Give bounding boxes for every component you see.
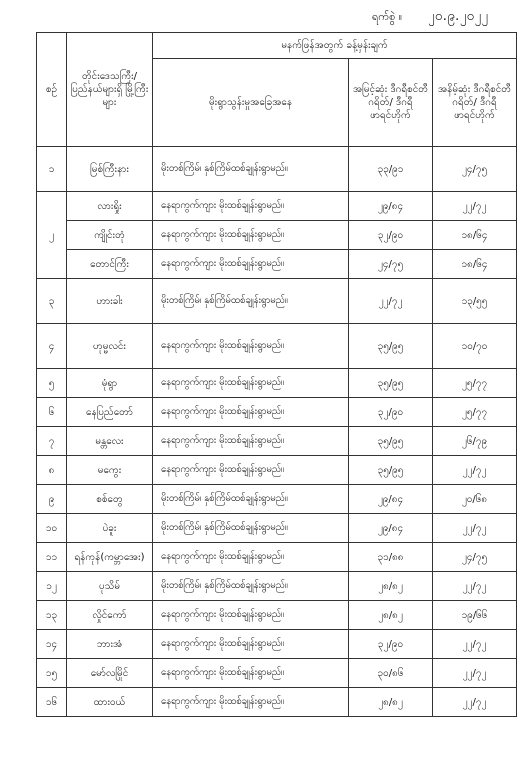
row-number: ၈ xyxy=(37,456,67,485)
row-number: ၇ xyxy=(37,427,67,456)
min-temp: ၁၉/၆၆ xyxy=(433,601,517,630)
table-row xyxy=(37,572,517,601)
min-temp: ၂၆/၇၉ xyxy=(433,427,517,456)
city-name: ထားဝယ် xyxy=(67,688,153,717)
rain-condition: နေရာကွက်ကျား မိုးထစ်ချုန်းရွာမည်။ xyxy=(153,630,349,659)
max-temp: ၂၂/၇၂ xyxy=(349,279,433,324)
min-temp: ၂၂/၇၂ xyxy=(433,572,517,601)
min-temp: ၂၅/၇၇ xyxy=(433,398,517,427)
min-temp: ၂၂/၇၂ xyxy=(433,514,517,543)
max-temp: ၂၈/၈၂ xyxy=(349,688,433,717)
city-name: တောင်ကြီး xyxy=(67,250,153,279)
table-row xyxy=(37,398,517,427)
min-temp: ၁၃/၅၅ xyxy=(433,279,517,324)
table-row xyxy=(37,659,517,688)
min-temp: ၂၂/၇၂ xyxy=(433,630,517,659)
max-temp: ၂၉/၈၄ xyxy=(349,192,433,221)
min-temp: ၁၈/၆၄ xyxy=(433,221,517,250)
rain-condition: နေရာကွက်ကျား မိုးထစ်ချုန်းရွာမည်။ xyxy=(153,659,349,688)
row-number: ၆ xyxy=(37,398,67,427)
max-temp: ၃၀/၈၆ xyxy=(349,659,433,688)
header-city: တိုင်းဒေသကြီး/ ပြည်နယ်များရှိ မြို့ကြီးများ xyxy=(67,33,153,147)
city-name: ပဲခူး xyxy=(67,514,153,543)
row-number: ၉ xyxy=(37,485,67,514)
min-temp: ၂၅/၇၇ xyxy=(433,369,517,398)
row-number: ၁ xyxy=(37,147,67,192)
max-temp: ၂၉/၈၄ xyxy=(349,485,433,514)
date-value: ၂၀.၉.၂၀၂၂ xyxy=(428,9,489,24)
max-temp: ၃၁/၈၈ xyxy=(349,543,433,572)
rain-condition: နေရာကွက်ကျား မိုးထစ်ချုန်းရွာမည်။ xyxy=(153,688,349,717)
row-number: ၃ xyxy=(37,279,67,324)
table-row xyxy=(37,369,517,398)
rain-condition: နေရာကွက်ကျား မိုးထစ်ချုန်းရွာမည်။ xyxy=(153,221,349,250)
city-name: ဟားခါး xyxy=(67,279,153,324)
table-header xyxy=(37,33,517,147)
table-row xyxy=(37,514,517,543)
date-row xyxy=(0,8,526,30)
max-temp: ၃၅/၉၅ xyxy=(349,427,433,456)
rain-condition: နေရာကွက်ကျား မိုးထစ်ချုန်းရွာမည်။ xyxy=(153,250,349,279)
city-name: မန္တလေး xyxy=(67,427,153,456)
row-number: ၂ xyxy=(37,192,67,279)
table-row xyxy=(37,427,517,456)
header-min-temp: အနိမ့်ဆုံး ဒီဂရီစင်တီဂရိတ်/ ဒီဂရီဖာရင်ဟိုက် xyxy=(433,59,517,147)
table-body xyxy=(37,147,517,717)
city-name: လားရှိုး xyxy=(67,192,153,221)
date-label: ရက်စွဲ ။ xyxy=(372,10,403,23)
max-temp: ၃၂/၉၀ xyxy=(349,630,433,659)
min-temp: ၂၂/၇၂ xyxy=(433,456,517,485)
min-temp: ၂၀/၆၈ xyxy=(433,485,517,514)
max-temp: ၃၅/၉၅ xyxy=(349,324,433,369)
rain-condition: နေရာကွက်ကျား မိုးထစ်ချုန်းရွာမည်။ xyxy=(153,369,349,398)
city-name: ပုသိမ် xyxy=(67,572,153,601)
table-row xyxy=(37,630,517,659)
min-temp: ၂၂/၇၂ xyxy=(433,659,517,688)
min-temp: ၁၈/၆၄ xyxy=(433,250,517,279)
city-name: စစ်တွေ xyxy=(67,485,153,514)
row-number: ၁၆ xyxy=(37,688,67,717)
city-name: ကျိုင်းတုံ xyxy=(67,221,153,250)
rain-condition: မိုးတစ်ကြိမ်၊ နှစ်ကြိမ်ထစ်ချုန်းရွာမည်။ xyxy=(153,572,349,601)
city-name: ဟုမ္မလင်း xyxy=(67,324,153,369)
max-temp: ၃၂/၉၀ xyxy=(349,398,433,427)
table-row xyxy=(37,456,517,485)
max-temp: ၃၃/၉၁ xyxy=(349,147,433,192)
city-name: ရန်ကုန်(ကမ္ဘာအေး) xyxy=(67,543,153,572)
min-temp: ၂၂/၇၂ xyxy=(433,192,517,221)
rain-condition: မိုးတစ်ကြိမ်၊ နှစ်ကြိမ်ထစ်ချုန်းရွာမည်။ xyxy=(153,485,349,514)
city-name: ဘားအံ xyxy=(67,630,153,659)
city-name: မကွေး xyxy=(67,456,153,485)
city-name: လှိုင်ကော် xyxy=(67,601,153,630)
max-temp: ၂၉/၈၄ xyxy=(349,514,433,543)
max-temp: ၃၂/၉၀ xyxy=(349,221,433,250)
city-name: မော်လမြိုင် xyxy=(67,659,153,688)
table-row xyxy=(37,250,517,279)
max-temp: ၃၅/၉၅ xyxy=(349,369,433,398)
row-number: ၄ xyxy=(37,324,67,369)
table-row xyxy=(37,279,517,324)
row-number: ၁၅ xyxy=(37,659,67,688)
rain-condition: နေရာကွက်ကျား မိုးထစ်ချုန်းရွာမည်။ xyxy=(153,192,349,221)
rain-condition: နေရာကွက်ကျား မိုးထစ်ချုန်းရွာမည်။ xyxy=(153,456,349,485)
header-no: စဉ် xyxy=(37,33,67,147)
table-row xyxy=(37,543,517,572)
row-number: ၁၁ xyxy=(37,543,67,572)
table-row xyxy=(37,192,517,221)
rain-condition: မိုးတစ်ကြိမ်၊ နှစ်ကြိမ်ထစ်ချုန်းရွာမည်။ xyxy=(153,279,349,324)
table-row xyxy=(37,221,517,250)
max-temp: ၃၅/၉၅ xyxy=(349,456,433,485)
min-temp: ၂၄/၇၅ xyxy=(433,147,517,192)
table-row xyxy=(37,324,517,369)
row-number: ၁၀ xyxy=(37,514,67,543)
rain-condition: မိုးတစ်ကြိမ်၊ နှစ်ကြိမ်ထစ်ချုန်းရွာမည်။ xyxy=(153,514,349,543)
min-temp: ၁၀/၇၀ xyxy=(433,324,517,369)
header-condition: မိုးရွာသွန်းမှုအခြေအနေ xyxy=(153,59,349,147)
city-name: နေပြည်တော် xyxy=(67,398,153,427)
row-number: ၁၃ xyxy=(37,601,67,630)
row-number: ၁၂ xyxy=(37,572,67,601)
city-name: မုံရွာ xyxy=(67,369,153,398)
max-temp: ၂၈/၈၂ xyxy=(349,572,433,601)
table-row xyxy=(37,485,517,514)
rain-condition: နေရာကွက်ကျား မိုးထစ်ချုန်းရွာမည်။ xyxy=(153,543,349,572)
city-name: မြစ်ကြီးနား xyxy=(67,147,153,192)
min-temp: ၂၂/၇၂ xyxy=(433,688,517,717)
rain-condition: နေရာကွက်ကျား မိုးထစ်ချုန်းရွာမည်။ xyxy=(153,324,349,369)
header-max-temp: အမြင့်ဆုံး ဒီဂရီစင်တီဂရိတ်/ ဒီဂရီဖာရင်ဟိုက် xyxy=(349,59,433,147)
rain-condition: နေရာကွက်ကျား မိုးထစ်ချုန်းရွာမည်။ xyxy=(153,427,349,456)
table-row xyxy=(37,601,517,630)
min-temp: ၂၄/၇၅ xyxy=(433,543,517,572)
row-number: ၁၄ xyxy=(37,630,67,659)
table-row xyxy=(37,147,517,192)
forecast-table xyxy=(36,32,517,717)
rain-condition: မိုးတစ်ကြိမ်၊ နှစ်ကြိမ်ထစ်ချုန်းရွာမည်။ xyxy=(153,147,349,192)
header-forecast-group: မနက်ဖြန်အတွက် ခန့်မှန်းချက် xyxy=(153,33,517,59)
row-number: ၅ xyxy=(37,369,67,398)
max-temp: ၂၈/၈၂ xyxy=(349,601,433,630)
max-temp: ၂၄/၇၅ xyxy=(349,250,433,279)
rain-condition: နေရာကွက်ကျား မိုးထစ်ချုန်းရွာမည်။ xyxy=(153,601,349,630)
table-row xyxy=(37,688,517,717)
rain-condition: နေရာကွက်ကျား မိုးထစ်ချုန်းရွာမည်။ xyxy=(153,398,349,427)
